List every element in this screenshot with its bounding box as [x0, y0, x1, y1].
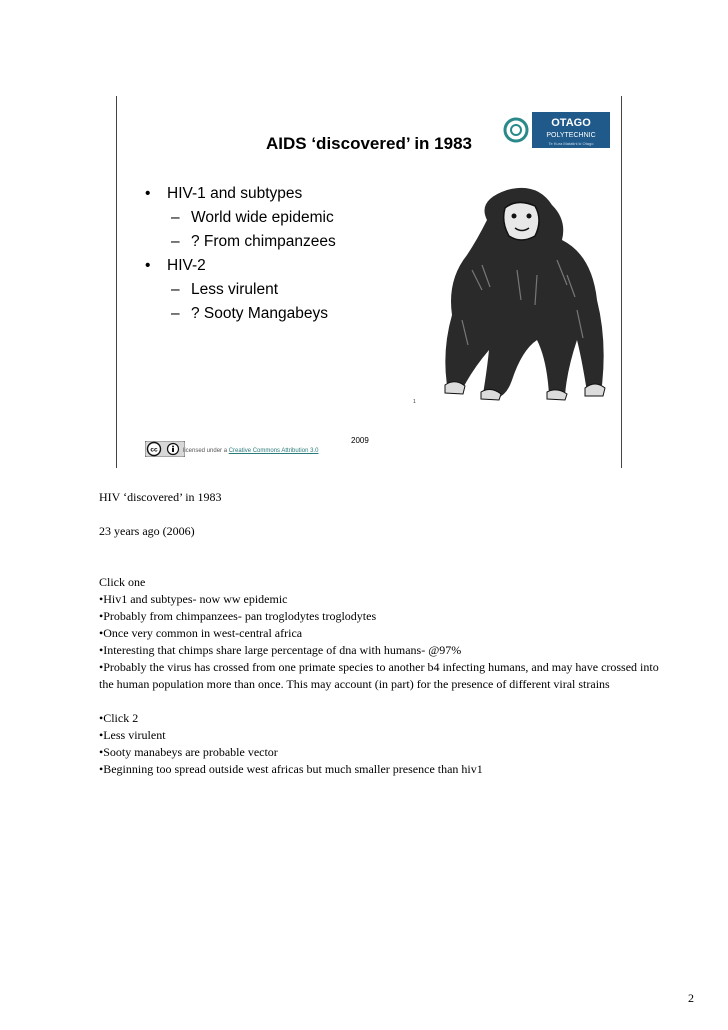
notes-line: •Hiv1 and subtypes- now ww epidemic — [99, 592, 288, 606]
notes-line: •Once very common in west-central africa — [99, 626, 303, 640]
sub-bullet-item: – ? From chimpanzees — [171, 233, 336, 250]
creative-commons-icon — [145, 441, 185, 457]
license-text: licensed under a Creative Commons Attribution 3.0 — [183, 448, 319, 454]
slide-frame — [116, 96, 622, 468]
notes-line: •Probably from chimpanzees- pan troglodytes troglodytes — [99, 609, 377, 623]
notes-heading: HIV ‘discovered’ in 1983 — [99, 490, 222, 504]
notes-line: Click one — [99, 575, 146, 589]
logo-line1: OTAGO — [551, 117, 591, 129]
notes-line: •Probably the virus has crossed from one primate species to another b4 infecting humans, and may have crossed into the human population more than once. This may account (in part) for the presence of different viral strains — [99, 660, 659, 691]
notes-line: •Beginning too spread outside west africas but much smaller presence than hiv1 — [99, 762, 483, 776]
otago-polytechnic-logo — [500, 108, 612, 152]
bullet-item: • HIV-2 — [145, 257, 206, 274]
page-number: 2 — [688, 991, 694, 1005]
notes-line: •Interesting that chimps share large percentage of dna with humans- @97% — [99, 643, 462, 657]
notes-subheading: 23 years ago (2006) — [99, 524, 195, 538]
license-link[interactable]: Creative Commons Attribution 3.0 — [228, 448, 319, 454]
image-caption: 1 — [413, 399, 416, 405]
chimpanzee-illustration — [417, 180, 617, 406]
slide-title: AIDS ‘discovered’ in 1983 — [266, 134, 472, 153]
slide-bullet-list — [145, 182, 336, 326]
bullet-item: • HIV-1 and subtypes — [145, 185, 303, 202]
notes-line: •Click 2 — [99, 711, 139, 725]
sub-bullet-item: – ? Sooty Mangabeys — [171, 305, 329, 322]
logo-line3: Te Kura Matatini ki Otago — [548, 141, 594, 146]
slide-year: 2009 — [351, 436, 369, 445]
notes-line: •Less virulent — [99, 728, 166, 742]
svg-text:cc: cc — [150, 446, 158, 454]
speaker-notes — [99, 489, 659, 778]
sub-bullet-item: – World wide epidemic — [171, 209, 334, 226]
notes-line: •Sooty manabeys are probable vector — [99, 745, 278, 759]
sub-bullet-item: – Less virulent — [171, 281, 279, 298]
logo-line2: POLYTECHNIC — [546, 132, 596, 139]
